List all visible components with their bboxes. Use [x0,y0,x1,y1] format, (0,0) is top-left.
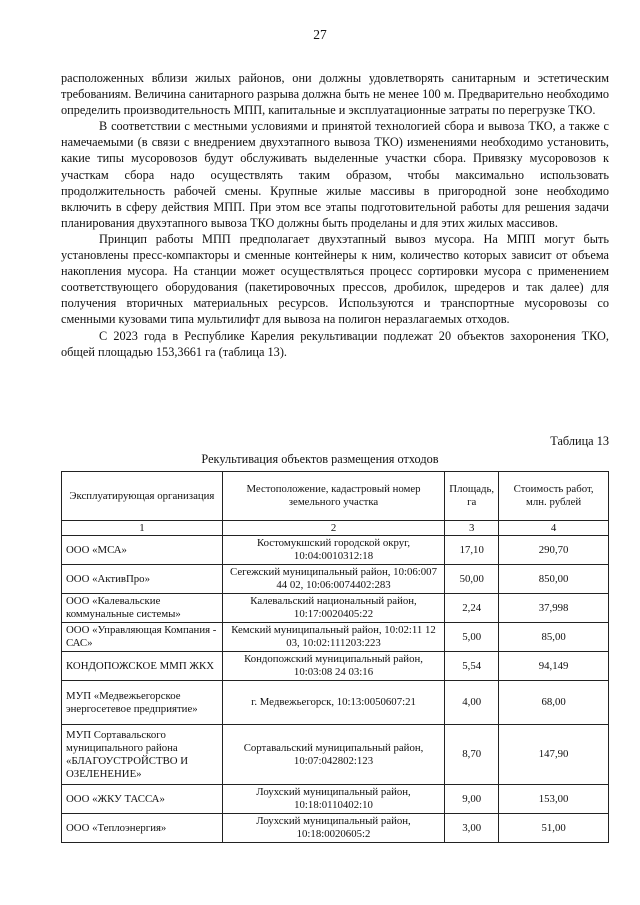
cell-location: Лоухский муниципальный район, 10:18:0020605:2 [222,814,444,843]
cell-cost: 68,00 [499,681,609,725]
table-row [62,814,609,843]
cell-location: Калевальский национальный район, 10:17:0020405:22 [222,594,444,623]
cell-cost: 147,90 [499,725,609,785]
cell-location: Сегежский муниципальный район, 10:06:007 44 02, 10:06:0074402:283 [222,565,444,594]
table-row [62,623,609,652]
cell-cost: 290,70 [499,536,609,565]
cell-org: ООО «ЖКУ ТАССА» [62,785,223,814]
cell-area: 8,70 [445,725,499,785]
table-header-row [62,472,609,521]
paragraph: С 2023 года в Республике Карелия рекультивации подлежат 20 объектов захоронения ТКО, общей площадью 153,3661 га (таблица 13). [61,328,609,359]
table-title: Рекультивация объектов размещения отходов [201,452,439,466]
cell-area: 3,00 [445,814,499,843]
cell-area: 2,24 [445,594,499,623]
cell-location: Сортавальский муниципальный район, 10:07:042802:123 [222,725,444,785]
table-row [62,725,609,785]
cell-cost: 51,00 [499,814,609,843]
header-location: Местоположение, кадастровый номер земельного участка [222,472,444,521]
cell-cost: 153,00 [499,785,609,814]
paragraph: Принцип работы МПП предполагает двухэтапный вывоз мусора. На МПП могут быть установлены пресс-компакторы и сменные контейнеры к ним, количество которых зависит от объема накопления мусора. На станции может осуществляться процесс сортировки мусора с применением соответствующего оборудования (пакетировочных прессов, дробилок, шредеров и так далее) для получения вторичных материальных ресурсов. Используются и транспортные мусоровозы со сменными кузовами типа мультилифт для вывоза на полигон неразлагаемых отходов. [61,231,609,327]
cell-location: Кемский муниципальный район, 10:02:11 12 03, 10:02:111203:223 [222,623,444,652]
column-number: 2 [222,521,444,536]
cell-cost: 85,00 [499,623,609,652]
table-row [62,536,609,565]
cell-area: 5,54 [445,652,499,681]
cell-cost: 37,998 [499,594,609,623]
column-number: 3 [445,521,499,536]
table-row [62,594,609,623]
cell-location: Лоухский муниципальный район, 10:18:0110402:10 [222,785,444,814]
cell-org: КОНДОПОЖСКОЕ ММП ЖКХ [62,652,223,681]
cell-area: 17,10 [445,536,499,565]
cell-org: ООО «МСА» [62,536,223,565]
body-text [61,70,609,360]
reclamation-table [61,471,609,843]
cell-org: МУП «Медвежьегорское энергосетевое предприятие» [62,681,223,725]
cell-location: г. Медвежьегорск, 10:13:0050607:21 [222,681,444,725]
cell-org: МУП Сортавальского муниципального района «БЛАГОУСТРОЙСТВО И ОЗЕЛЕНЕНИЕ» [62,725,223,785]
cell-location: Костомукшский городской округ, 10:04:0010312:18 [222,536,444,565]
header-area: Площадь, га [445,472,499,521]
cell-location: Кондопожский муниципальный район, 10:03:08 24 03:16 [222,652,444,681]
cell-org: ООО «АктивПро» [62,565,223,594]
table-row [62,785,609,814]
cell-area: 4,00 [445,681,499,725]
cell-cost: 94,149 [499,652,609,681]
column-number: 1 [62,521,223,536]
cell-area: 9,00 [445,785,499,814]
paragraph: расположенных вблизи жилых районов, они должны удовлетворять санитарным и эстетическим требованиям. Величина санитарного разрыва должна быть не менее 100 м. Предварительно необходимо определить производительность МПП, капитальные и эксплуатационные затраты по перегрузке ТКО. [61,71,609,118]
cell-cost: 850,00 [499,565,609,594]
paragraph: В соответствии с местными условиями и принятой технологией сбора и вывоза ТКО, а также с намечаемыми (в связи с внедрением двухэтапного вывоза ТКО) изменениями необходимо установить, какие типы мусоровозов будут обслуживать выделенные участки сбора. Привязку мусоровозов к участкам сбора надо осуществлять таким образом, чтобы максимально использовать продолжительность рабочей смены. Крупные жилые массивы в пригородной зоне необходимо включить в сферу действия МПП. При этом все этапы подготовительной работы для решения задачи планирования двухэтапного вывоза ТКО должны быть проделаны и для этих жилых массивов. [61,119,609,230]
page-number: 27 [313,27,327,42]
header-cost: Стоимость работ, млн. рублей [499,472,609,521]
cell-area: 5,00 [445,623,499,652]
header-org: Эксплуатирующая организация [62,472,223,521]
cell-area: 50,00 [445,565,499,594]
table-row [62,681,609,725]
cell-org: ООО «Теплоэнергия» [62,814,223,843]
table-row [62,652,609,681]
cell-org: ООО «Калевальские коммунальные системы» [62,594,223,623]
column-number: 4 [499,521,609,536]
column-number-row [62,521,609,536]
table-label: Таблица 13 [550,434,609,448]
table-row [62,565,609,594]
cell-org: ООО «Управляющая Компания - САС» [62,623,223,652]
